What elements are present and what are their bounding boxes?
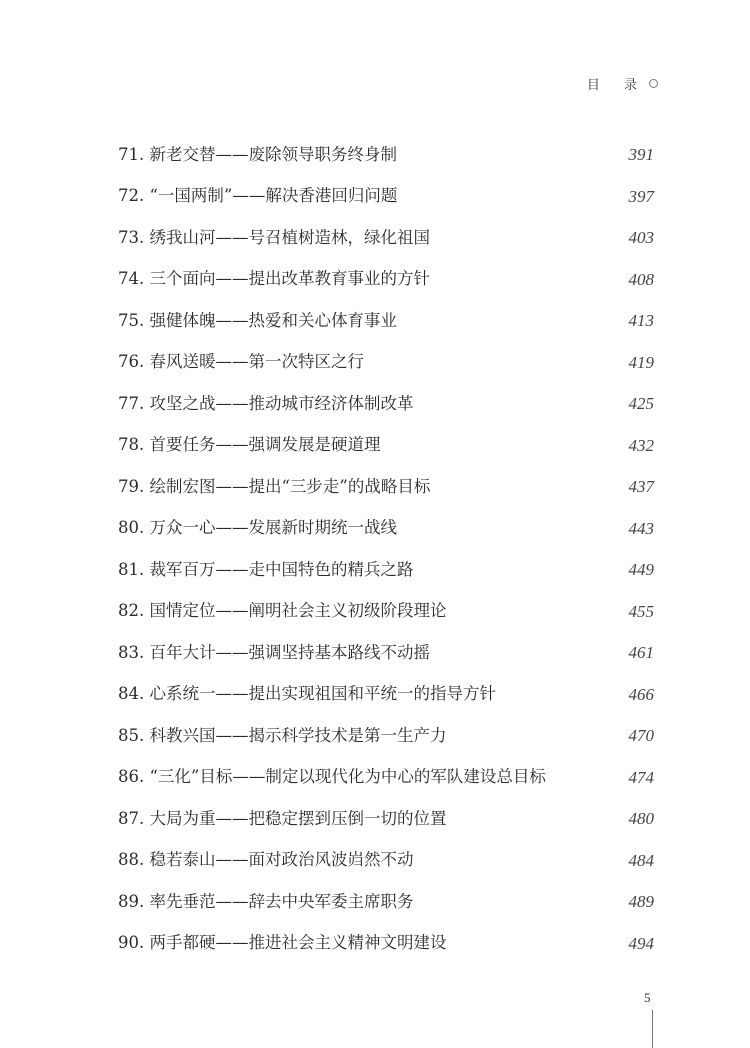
toc-entry-title: 74. 三个面向——提出改革教育事业的方针: [118, 269, 430, 288]
toc-entry-title: 81. 裁军百万——走中国特色的精兵之路: [118, 559, 414, 579]
toc-entry-page: 443: [628, 518, 654, 538]
toc-entry-title: 76. 春风送暖——第一次特区之行: [118, 352, 364, 371]
toc-entry-title: 88. 稳若泰山——面对政治风波岿然不动: [118, 850, 414, 869]
toc-entry-title: 75. 强健体魄——热爱和关心体育事业: [118, 310, 397, 330]
toc-entry-page: 466: [628, 684, 654, 704]
toc-entry[interactable]: [118, 342, 654, 384]
toc-entry-page: 470: [628, 726, 654, 746]
toc-entry[interactable]: [118, 425, 654, 467]
page-number: 5: [644, 990, 651, 1005]
table-of-contents: [118, 134, 654, 964]
toc-entry-page: 432: [628, 435, 654, 455]
toc-entry[interactable]: [118, 134, 654, 176]
toc-entry-title: 87. 大局为重——把稳定摆到压倒一切的位置: [118, 808, 447, 828]
toc-entry-title: 79. 绘制宏图——提出“三步走”的战略目标: [118, 476, 431, 496]
toc-entry-title: 72. “一国两制”——解决香港回归问题: [118, 186, 398, 205]
toc-entry[interactable]: [118, 840, 654, 882]
toc-entry-title: 78. 首要任务——强调发展是硬道理: [118, 435, 381, 454]
toc-entry-page: 449: [628, 560, 654, 580]
toc-entry-title: 83. 百年大计——强调坚持基本路线不动摇: [118, 642, 430, 662]
toc-entry[interactable]: [118, 923, 654, 965]
toc-entry-page: 461: [628, 643, 654, 663]
toc-entry-title: 82. 国情定位——阐明社会主义初级阶段理论: [118, 601, 447, 620]
toc-entry-title: 86. “三化”目标——制定以现代化为中心的军队建设总目标: [118, 767, 546, 786]
toc-entry-title: 89. 率先垂范——辞去中央军委主席职务: [118, 891, 414, 911]
running-header: [587, 74, 658, 93]
section-label: 目 录: [586, 78, 647, 93]
toc-entry-page: 474: [628, 767, 654, 787]
toc-entry[interactable]: [118, 508, 654, 550]
toc-entry[interactable]: [118, 674, 654, 716]
toc-entry[interactable]: [118, 757, 654, 799]
toc-entry-title: 73. 绣我山河——号召植树造林，绿化祖国: [118, 227, 430, 247]
toc-entry-page: 494: [628, 933, 654, 953]
toc-entry[interactable]: [118, 798, 654, 840]
toc-entry-page: 489: [628, 892, 654, 912]
toc-entry-page: 437: [628, 477, 654, 497]
toc-entry[interactable]: [118, 881, 654, 923]
toc-entry-title: 80. 万众一心——发展新时期统一战线: [118, 518, 397, 537]
toc-entry[interactable]: [118, 549, 654, 591]
toc-entry[interactable]: [118, 715, 654, 757]
toc-entry[interactable]: [118, 259, 654, 301]
toc-entry[interactable]: [118, 217, 654, 259]
margin-rule: [652, 1010, 653, 1048]
toc-entry-page: 391: [628, 145, 654, 165]
toc-entry[interactable]: [118, 300, 654, 342]
toc-entry[interactable]: [118, 591, 654, 633]
toc-entry-page: 484: [628, 850, 654, 870]
toc-entry-title: 85. 科教兴国——揭示科学技术是第一生产力: [118, 725, 447, 745]
toc-entry-title: 77. 攻坚之战——推动城市经济体制改革: [118, 393, 414, 413]
toc-entry-page: 397: [628, 186, 654, 206]
toc-entry-page: 403: [628, 228, 654, 248]
toc-entry-title: 71. 新老交替——废除领导职务终身制: [118, 144, 397, 164]
toc-entry-page: 425: [628, 394, 654, 414]
toc-entry-page: 480: [628, 809, 654, 829]
toc-entry-title: 90. 两手都硬——推进社会主义精神文明建设: [118, 933, 447, 952]
toc-entry-page: 455: [628, 601, 654, 621]
toc-entry-title: 84. 心系统一——提出实现祖国和平统一的指导方针: [118, 684, 496, 703]
toc-entry[interactable]: [118, 383, 654, 425]
toc-entry[interactable]: [118, 176, 654, 218]
circle-ornament-icon: [649, 79, 658, 88]
toc-entry[interactable]: [118, 632, 654, 674]
toc-entry-page: 413: [628, 311, 654, 331]
toc-entry[interactable]: [118, 466, 654, 508]
toc-entry-page: 408: [628, 269, 654, 289]
toc-entry-page: 419: [628, 352, 654, 372]
